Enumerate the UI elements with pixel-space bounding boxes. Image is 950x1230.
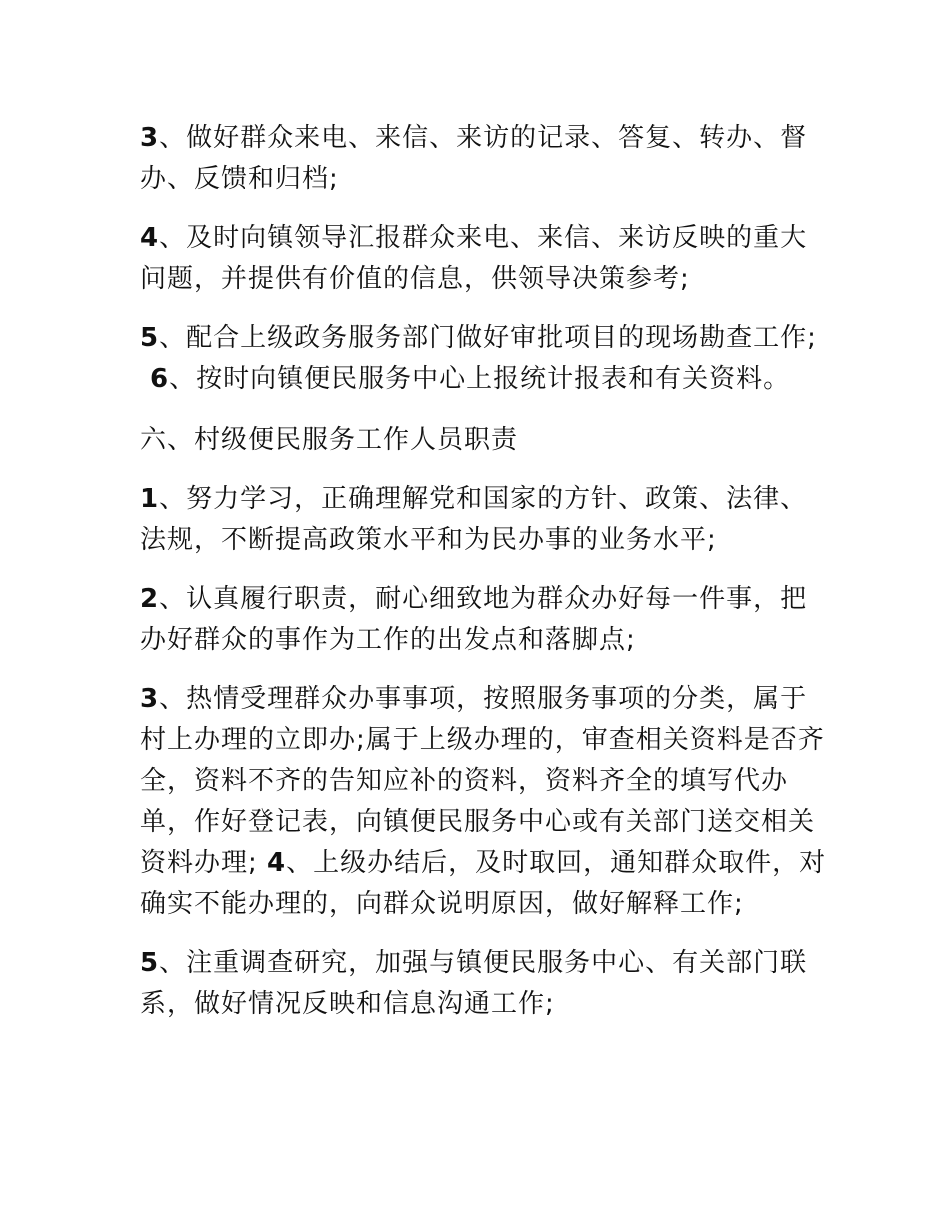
item-text: 、配合上级政务服务部门做好审批项目的现场勘查工作; <box>159 323 817 353</box>
item-text: 、认真履行职责，耐心细致地为群众办好每一件事，把办好群众的事作为工作的出发点和落脚点; <box>140 584 808 655</box>
item-text: 、及时向镇领导汇报群众来电、来信、来访反映的重大问题，并提供有价值的信息，供领导决策参考; <box>140 223 808 294</box>
item-text: 、热情受理群众办事事项，按照服务事项的分类，属于村上办理的立即办;属于上级办理的，审查相关资料是否齐全，资料不齐的告知应补的资料，资料齐全的填写代办单，作好登记表，向镇便民服务中心或有关部门送交相关资料办理; <box>140 684 825 878</box>
list-item <box>140 359 830 400</box>
item-number: 3 <box>140 684 160 714</box>
list-item <box>140 479 830 561</box>
item-number: 1 <box>140 484 160 514</box>
document-page <box>140 118 830 1043</box>
item-text: 、注重调查研究，加强与镇便民服务中心、有关部门联系，做好情况反映和信息沟通工作; <box>140 948 808 1019</box>
list-item <box>140 118 830 200</box>
item-number: 5 <box>140 323 160 353</box>
list-item <box>140 579 830 661</box>
list-item <box>140 943 830 1025</box>
list-item <box>140 679 830 925</box>
item-number: 2 <box>140 584 160 614</box>
item-number: 3 <box>140 123 160 153</box>
item-number: 6 <box>150 364 170 394</box>
list-item <box>140 318 830 359</box>
item-text: 、做好群众来电、来信、来访的记录、答复、转办、督办、反馈和归档; <box>140 123 808 194</box>
item-number: 4 <box>267 848 287 878</box>
item-number: 5 <box>140 948 160 978</box>
item-text: 、努力学习，正确理解党和国家的方针、政策、法律、法规，不断提高政策水平和为民办事的业务水平; <box>140 484 808 555</box>
list-item <box>140 218 830 300</box>
item-text: 、按时向镇便民服务中心上报统计报表和有关资料。 <box>169 364 791 394</box>
item-number: 4 <box>140 223 160 253</box>
section-heading: 六、村级便民服务工作人员职责 <box>140 425 519 455</box>
item-text: 、上级办结后，及时取回，通知群众取件，对确实不能办理的，向群众说明原因，做好解释工作; <box>140 848 827 919</box>
